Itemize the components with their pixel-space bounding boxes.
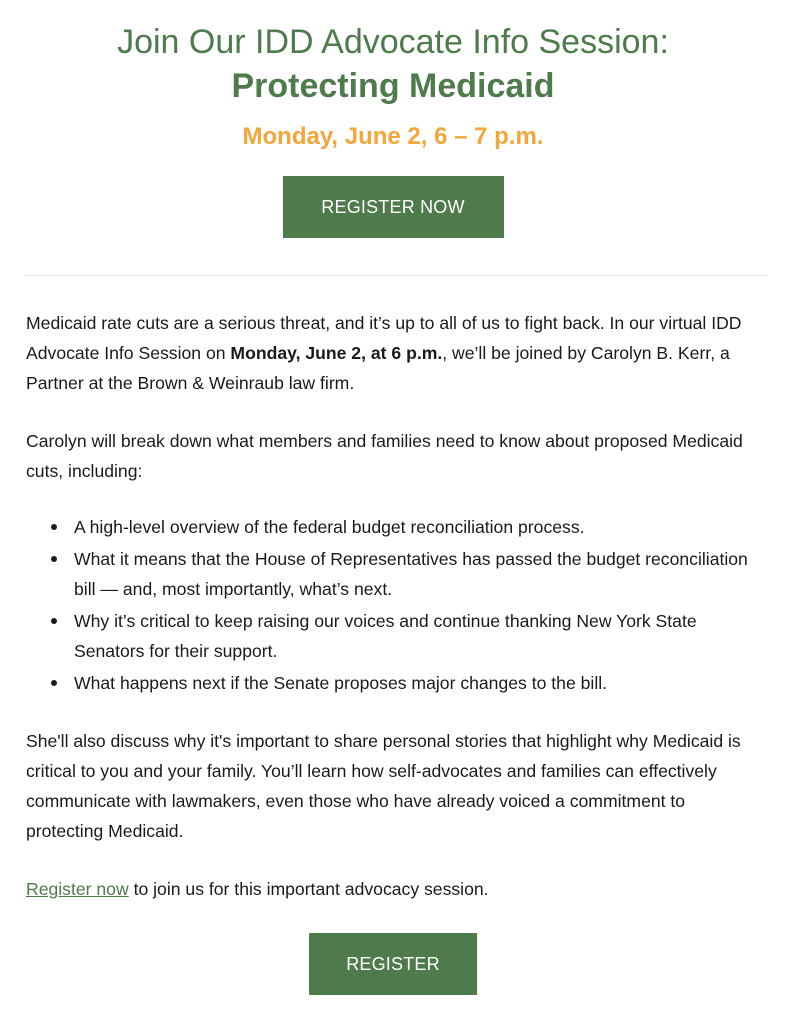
bullet-icon bbox=[51, 556, 57, 562]
list-item-text: Why it’s critical to keep raising our voices and continue thanking New York State Senators for their support. bbox=[74, 611, 697, 661]
list-item-text: What happens next if the Senate proposes major changes to the bill. bbox=[74, 673, 608, 693]
bullet-icon bbox=[51, 524, 57, 530]
register-link-suffix: to join us for this important advocacy session. bbox=[128, 879, 489, 899]
list-item bbox=[74, 606, 760, 666]
list-item-text: A high-level overview of the federal budget reconciliation process. bbox=[74, 517, 585, 537]
register-now-link[interactable]: Register now bbox=[26, 879, 129, 899]
bullet-icon bbox=[51, 618, 57, 624]
bullet-icon bbox=[51, 680, 57, 686]
intro-date-bold: Monday, June 2, at 6 p.m. bbox=[230, 343, 443, 363]
stories-paragraph: She'll also discuss why it's important to share personal stories that highlight why Medicaid is critical to you and your family. You’ll learn how self-advocates and families can effectively communicate with lawmakers, even those who have already voiced a commitment to protecting Medicaid. bbox=[26, 731, 741, 841]
list-item-text: What it means that the House of Representatives has passed the budget reconciliation bill — and, most importantly, what’s next. bbox=[74, 549, 748, 599]
list-item bbox=[74, 512, 760, 542]
header bbox=[0, 0, 786, 238]
email-body bbox=[0, 308, 786, 904]
event-date: Monday, June 2, 6 – 7 p.m. bbox=[242, 123, 544, 150]
intro-paragraph bbox=[26, 308, 760, 398]
list-item bbox=[74, 668, 760, 698]
divider bbox=[24, 275, 768, 276]
list-item bbox=[74, 544, 760, 604]
register-now-button[interactable]: REGISTER NOW bbox=[283, 176, 504, 238]
register-paragraph bbox=[26, 874, 760, 904]
title-line-1: Join Our IDD Advocate Info Session: bbox=[117, 23, 669, 61]
intro-text-part2: , we’ll be joined by Carolyn B. Kerr, a Partner at the Brown & Weinraub law firm. bbox=[26, 343, 730, 393]
bottom-button-wrap bbox=[0, 933, 786, 995]
title-line-2: Protecting Medicaid bbox=[231, 67, 555, 105]
intro-text-part1: Medicaid rate cuts are a serious threat, and it’s up to all of us to fight back. In our virtual IDD Advocate Info Session on bbox=[26, 313, 742, 363]
breakdown-intro-paragraph: Carolyn will break down what members and families need to know about proposed Medicaid cuts, including: bbox=[26, 431, 743, 481]
register-button[interactable]: REGISTER bbox=[309, 933, 477, 995]
topics-list bbox=[26, 512, 760, 698]
